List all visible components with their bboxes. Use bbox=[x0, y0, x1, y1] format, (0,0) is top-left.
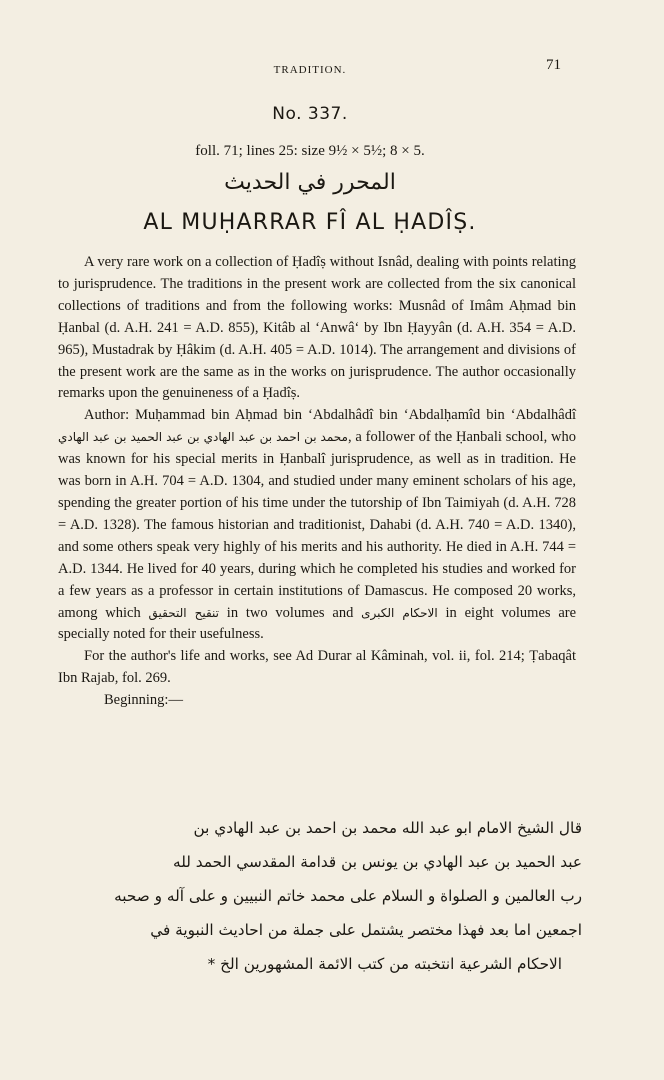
entry-number: No. 337. bbox=[272, 104, 348, 124]
arabic-incipit-line: اجمعين اما بعد فهذا مختصر يشتمل على جملة من احاديث النبوية في bbox=[150, 921, 582, 939]
arabic-incipit-line: الاحكام الشرعية انتخبته من كتب الائمة المشهورين الخ * bbox=[207, 955, 562, 973]
arabic-incipit-line: عبد الحميد بن عبد الهادي بن يونس بن قدامة المقدسي الحمد لله bbox=[173, 853, 582, 871]
author-text-a: Author: Muḥammad bin Aḥmad bin ‘Abdalhâdî bin ‘Abdalḥamîd bin ‘Abdalhâdî bbox=[84, 407, 576, 424]
author-paragraph bbox=[58, 405, 576, 646]
body-text bbox=[58, 252, 576, 712]
description-paragraph: A very rare work on a collection of Ḥadîṣ without Isnâd, dealing with points relating to jurisprudence. The traditions in the present work are collected from the six canonical collections of traditions and from the following works: Musnâd of Imâm Aḥmad bin Ḥanbal (d. A.H. 241 = A.D. 855), Kitâb al ‘Anwâ‘ by Ibn Ḥayyân (d. A.H. 354 = A.D. 965), Mustadrak by Ḥâkim (d. A.H. 405 = A.D. 1014). The arrangement and divisions of the present work are the same as in the works on jurisprudence. The author occasionally remarks upon the genuineness of a Ḥadîṣ. bbox=[58, 254, 576, 402]
arabic-title: المحرر في الحديث bbox=[224, 170, 396, 195]
author-text-c: in two volumes and bbox=[226, 604, 354, 621]
arabic-incipit-line: رب العالمين و الصلواة و السلام على محمد خاتم النبيين و على آله و صحبه bbox=[114, 887, 582, 905]
references-paragraph: For the author's life and works, see Ad Durar al Kâminah, vol. ii, fol. 214; Ṭabaqât Ibn Rajab, fol. 269. bbox=[58, 648, 576, 687]
author-text-b: , a follower of the Ḥanbali school, who was known for his special merits in Ḥanbalî jurisprudence, as well as in tradition. He was born in A.H. 704 = A.D. 1304, and studied under many eminent scholars of his age, spending the greater portion of his time under the tutorship of Ibn Taimiyah (d. A.H. 728 = A.D. 1328). The famous historian and traditionist, Dahabi (d. A.H. 740 = A.D. 1340), and some others speak very highly of his merits and his authority. He died in A.H. 744 = A.D. 1344. He lived for 40 years, during which he completed his studies and worked for a few years as a professor in certain institutions of Damascus. He composed 20 works, among which bbox=[58, 429, 576, 621]
page-title: AL MUḤARRAR FÎ AL ḤADÎṢ. bbox=[143, 210, 477, 235]
arabic-incipit-line: قال الشيخ الامام ابو عبد الله محمد بن احمد بن عبد الهادي بن bbox=[193, 819, 582, 837]
folio-line: foll. 71; lines 25: size 9½ × 5½; 8 × 5. bbox=[195, 143, 425, 159]
running-head: TRADITION. bbox=[273, 64, 347, 76]
work1-arabic: تنقيح التحقيق bbox=[148, 605, 219, 620]
arabic-incipit bbox=[62, 811, 582, 981]
page-number: 71 bbox=[546, 57, 561, 73]
beginning-label: Beginning:— bbox=[104, 692, 183, 709]
work2-arabic: الاحكام الكبرى bbox=[361, 605, 438, 620]
author-name-arabic: محمد بن احمد بن عبد الهادي بن عبد الحميد بن عبد الهادي bbox=[58, 430, 348, 445]
author-text-d: in eight volumes are specially noted for their usefulness. bbox=[58, 604, 577, 643]
